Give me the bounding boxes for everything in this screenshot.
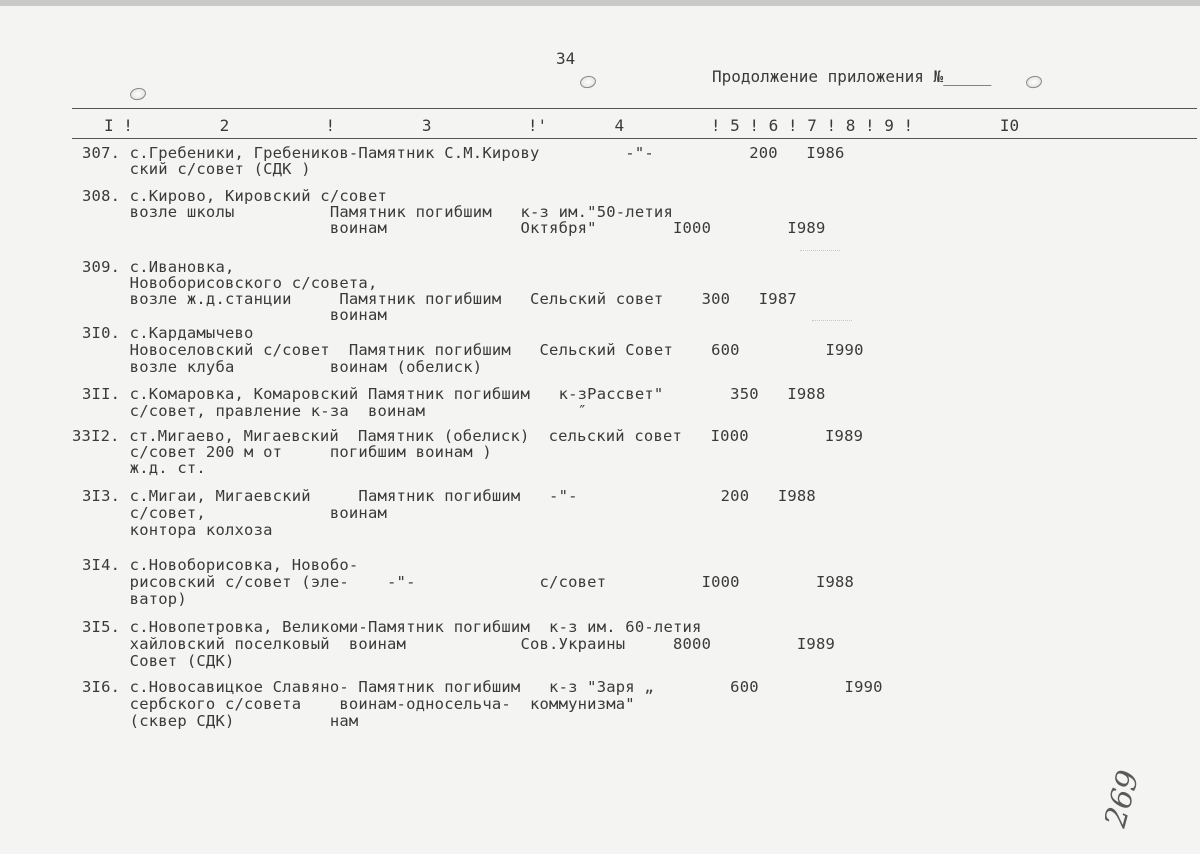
row-text-line: 3I3. с.Мигаи, Мигаевский Памятник погибшим -"- 200 I988 [82, 487, 816, 505]
table-top-rule [72, 108, 1197, 109]
row-text-line: 308. с.Кирово, Кировский с/совет [82, 187, 388, 205]
row-text-line: 3I5. с.Новопетровка, Великоми-Памятник погибшим к-з им. 60-летия [82, 618, 702, 636]
punch-hole-center [579, 74, 597, 89]
scan-artifact [812, 320, 852, 321]
page-number: 34 [556, 49, 576, 68]
row-text-line: ж.д. ст. [82, 459, 206, 477]
row-text-line: с/совет, правление к-за воинам ″ [82, 402, 588, 420]
row-text-line: возле клуба воинам (обелиск) [82, 358, 483, 376]
row-text-line: 3I4. с.Новоборисовка, Новобо- [82, 556, 359, 574]
row-text-line: хайловский поселковый воинам Сов.Украины 8000 I989 [82, 635, 836, 653]
continuation-title: Продолжение приложения №_____ [712, 67, 992, 86]
row-text-line: воинам [82, 306, 388, 324]
row-text-line: (сквер СДК) нам [82, 712, 359, 730]
row-text-line: Новоборисовского с/совета, [82, 274, 378, 292]
scan-artifact [800, 250, 840, 251]
row-text-line: с/совет, воинам [82, 504, 388, 522]
row-text-line: с/совет 200 м от погибшим воинам ) [82, 443, 492, 461]
row-text-line: сербского с/совета воинам-односельча- коммунизма" [82, 695, 635, 713]
row-text-line: 3I6. с.Новосавицкое Славяно- Памятник погибшим к-з "Заря „ 600 I990 [82, 678, 883, 696]
row-text-line: ватор) [82, 590, 187, 608]
row-text-line: ский с/совет (СДК ) [82, 160, 311, 178]
punch-hole-right [1025, 74, 1043, 89]
row-text-line: возле школы Памятник погибшим к-з им."50-летия [82, 203, 673, 221]
row-text-line: 33I2. ст.Мигаево, Мигаевский Памятник (обелиск) сельский совет I000 I989 [72, 427, 864, 445]
row-text-line: контора колхоза [82, 521, 273, 539]
scan-edge [0, 0, 1200, 6]
column-header-row: I ! 2 ! 3 !' 4 ! 5 ! 6 ! 7 ! 8 ! 9 ! I0 [104, 116, 1020, 135]
row-text-line: 307. с.Гребеники, Гребеников-Памятник С.М.Кирову -"- 200 I986 [82, 144, 845, 162]
handwritten-page-number: 269 [1098, 766, 1147, 832]
row-text-line: 3I0. с.Кардамычево [82, 324, 254, 342]
punch-hole-left [129, 86, 147, 101]
row-text-line: 309. с.Ивановка, [82, 258, 235, 276]
table-header-rule [72, 138, 1197, 139]
row-text-line: Новоселовский с/совет Памятник погибшим Сельский Совет 600 I990 [82, 341, 864, 359]
row-text-line: 3II. с.Комаровка, Комаровский Памятник погибшим к-зРассвет" 350 I988 [82, 385, 826, 403]
row-text-line: возле ж.д.станции Памятник погибшим Сельский совет 300 I987 [82, 290, 797, 308]
row-text-line: Совет (СДК) [82, 652, 235, 670]
row-text-line: рисовский с/совет (эле- -"- с/совет I000 I988 [82, 573, 855, 591]
row-text-line: воинам Октября" I000 I989 [82, 219, 826, 237]
